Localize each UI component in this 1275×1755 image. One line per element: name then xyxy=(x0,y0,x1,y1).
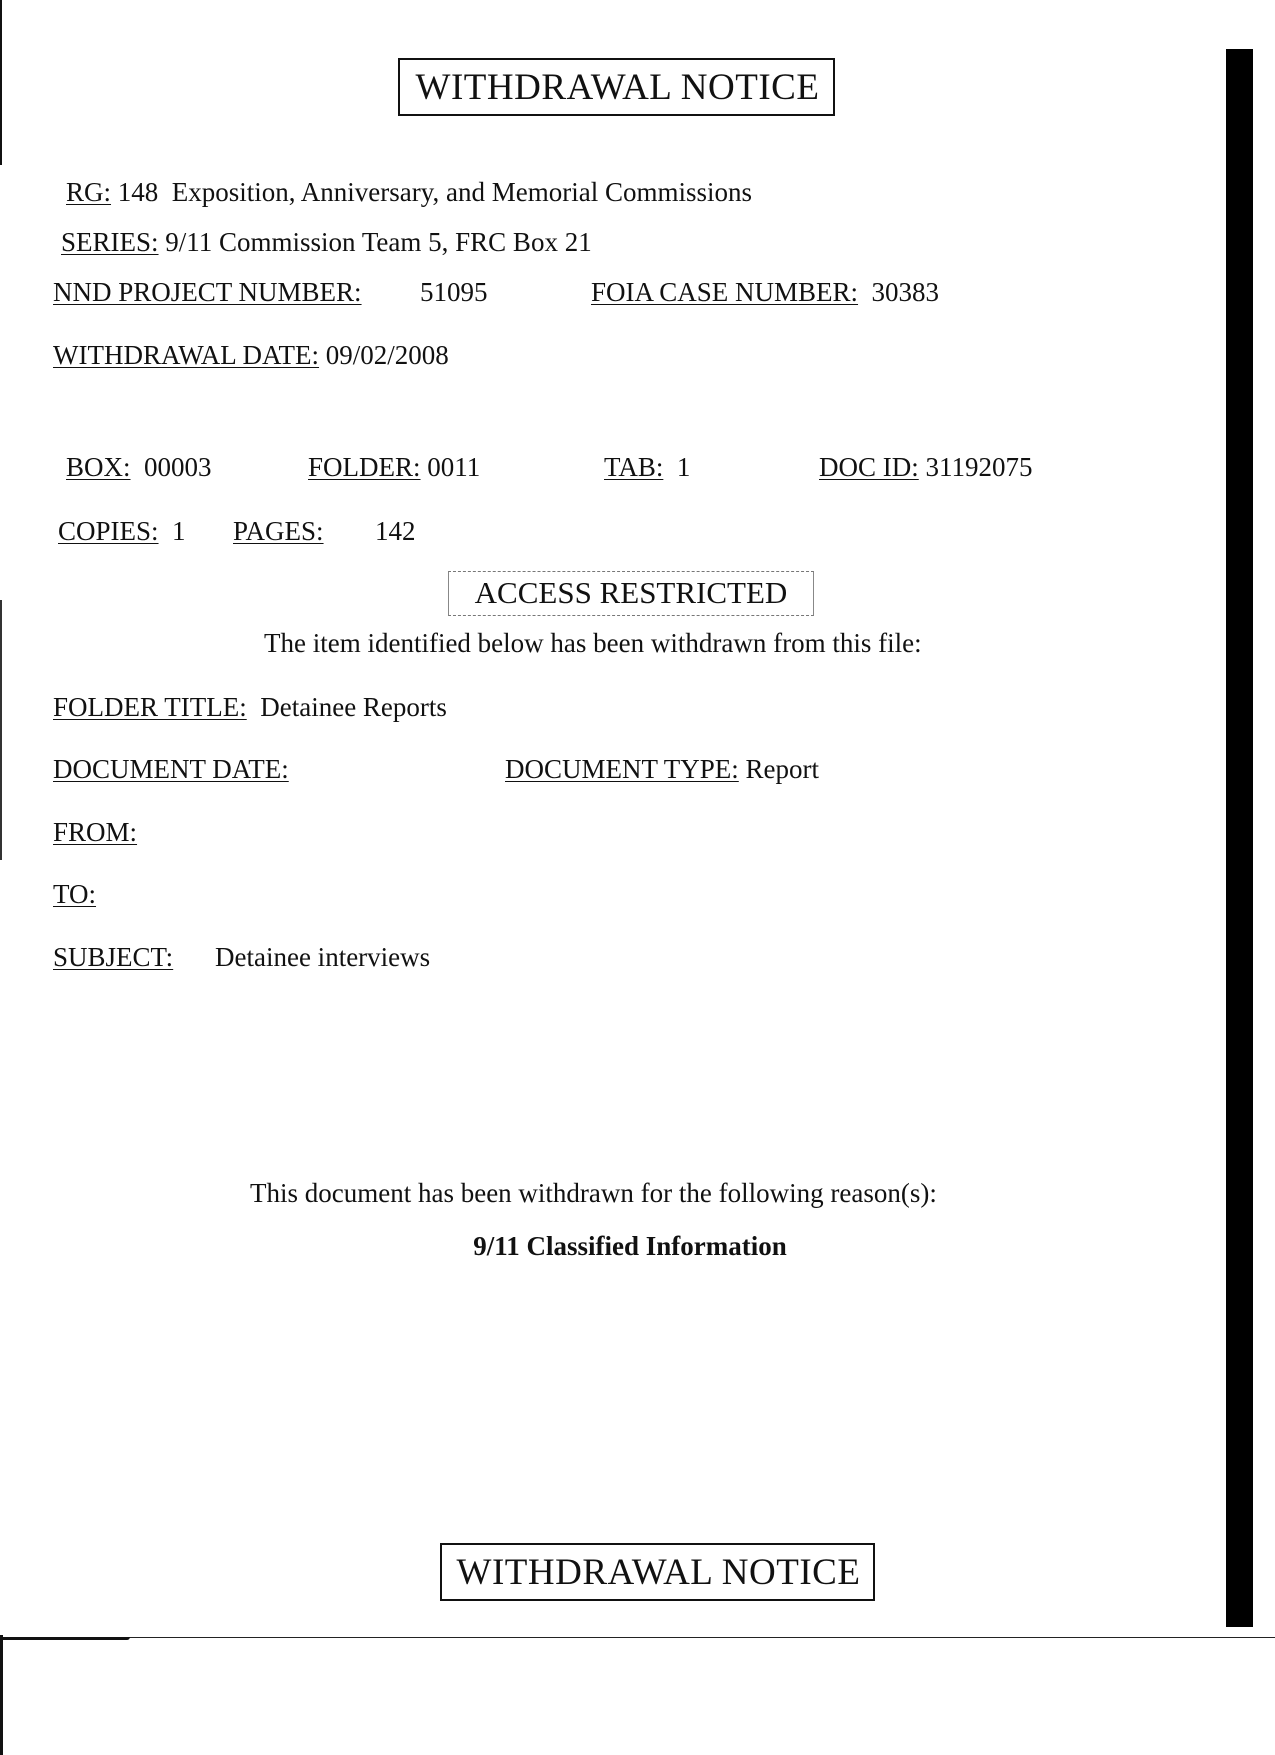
nnd-project-line xyxy=(53,276,362,308)
page-edge-line xyxy=(0,1637,1275,1638)
copies-value: 1 xyxy=(172,516,186,546)
pages-label: PAGES: xyxy=(233,516,324,546)
withdrawal-date-value: 09/02/2008 xyxy=(325,340,449,370)
series-value: 9/11 Commission Team 5, FRC Box 21 xyxy=(165,227,592,257)
tab-line xyxy=(604,451,690,483)
foia-case-value: 30383 xyxy=(871,277,940,307)
scan-black-bar xyxy=(1226,49,1253,1627)
copies-line xyxy=(58,515,186,547)
document-date-label: DOCUMENT DATE: xyxy=(53,754,289,784)
folder-label: FOLDER: xyxy=(308,452,421,482)
series-label: SERIES: xyxy=(61,227,159,257)
foia-case-label: FOIA CASE NUMBER: xyxy=(591,277,859,307)
reason-intro: This document has been withdrawn for the following reason(s): xyxy=(250,1178,937,1208)
box-label: BOX: xyxy=(66,452,131,482)
withdrawal-date-label: WITHDRAWAL DATE: xyxy=(53,340,320,370)
tab-label: TAB: xyxy=(604,452,664,482)
to-line xyxy=(53,878,96,910)
scan-edge-artifact xyxy=(0,0,2,165)
copies-label: COPIES: xyxy=(58,516,159,546)
from-label: FROM: xyxy=(53,817,138,847)
nnd-project-label: NND PROJECT NUMBER: xyxy=(53,277,362,307)
access-restricted-text: ACCESS RESTRICTED xyxy=(474,575,788,610)
doc-id-label: DOC ID: xyxy=(819,452,919,482)
rg-number: 148 xyxy=(117,177,159,207)
series-line xyxy=(61,226,592,258)
box-line xyxy=(66,451,212,483)
folder-line xyxy=(308,451,480,483)
nnd-project-value: 51095 xyxy=(420,277,488,307)
subject-value: Detainee interviews xyxy=(215,942,431,972)
withdrawn-statement: The item identified below has been withdrawn from this file: xyxy=(264,628,922,658)
doc-id-line xyxy=(819,451,1033,483)
rg-name: Exposition, Anniversary, and Memorial Commissions xyxy=(171,177,752,207)
box-value: 00003 xyxy=(144,452,212,482)
withdrawal-notice-footer xyxy=(440,1543,875,1601)
rg-label: RG: xyxy=(66,177,112,207)
to-label: TO: xyxy=(53,879,97,909)
pages-value: 142 xyxy=(375,516,416,546)
access-restricted-stamp xyxy=(448,571,814,616)
page-edge-line xyxy=(0,1637,130,1640)
document-date-line xyxy=(53,753,289,785)
folder-title-label: FOLDER TITLE: xyxy=(53,692,247,722)
document-type-value: Report xyxy=(745,754,820,784)
doc-id-value: 31192075 xyxy=(925,452,1033,482)
scan-edge-artifact xyxy=(0,1635,3,1755)
reason-value: 9/11 Classified Information xyxy=(473,1231,787,1261)
folder-value: 0011 xyxy=(427,452,481,482)
folder-title-line xyxy=(53,691,447,723)
subject-label: SUBJECT: xyxy=(53,942,174,972)
withdrawal-notice-header xyxy=(398,58,835,116)
scan-edge-artifact xyxy=(0,600,2,860)
pages-line xyxy=(233,515,324,547)
withdrawal-date-line xyxy=(53,339,449,371)
from-line xyxy=(53,816,137,848)
rg-line xyxy=(66,176,752,208)
footer-title: WITHDRAWAL NOTICE xyxy=(456,1552,861,1593)
document-type-line xyxy=(505,753,819,785)
folder-title-value: Detainee Reports xyxy=(260,692,447,722)
subject-line xyxy=(53,941,173,973)
header-title: WITHDRAWAL NOTICE xyxy=(415,67,820,108)
foia-case-line xyxy=(591,276,939,308)
document-type-label: DOCUMENT TYPE: xyxy=(505,754,739,784)
tab-value: 1 xyxy=(676,452,691,482)
